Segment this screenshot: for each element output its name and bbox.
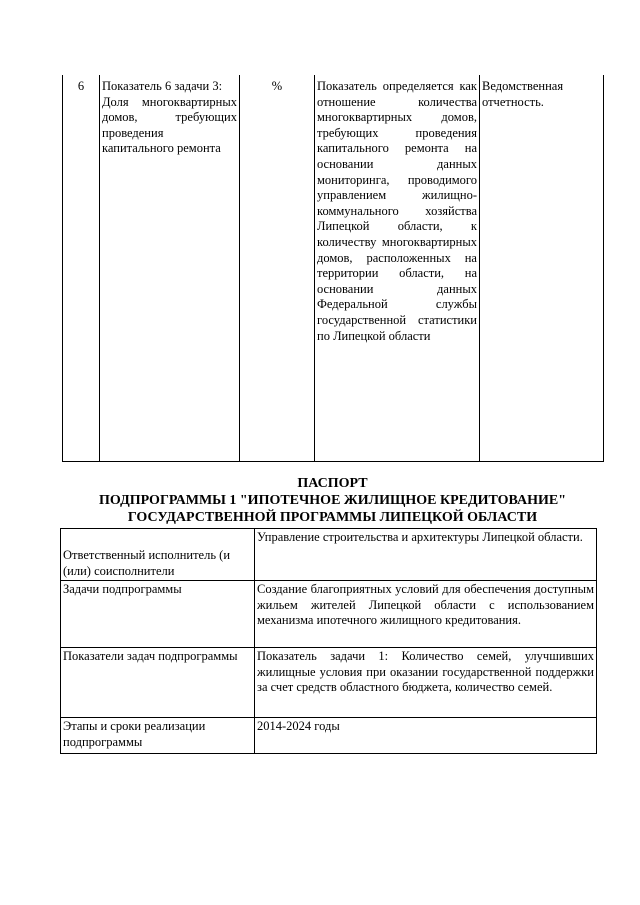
table-row bbox=[61, 529, 597, 581]
row-label-tasks: Задачи подпрограммы bbox=[61, 581, 255, 648]
table-row bbox=[61, 648, 597, 718]
row-label-stages: Этапы и сроки реализации подпрограммы bbox=[61, 718, 255, 754]
row-number: 6 bbox=[63, 75, 100, 461]
indicator-method: Показатель определяется как отношение количества многоквартирных домов, требующих проведения капитального ремонта на основании данных мониторинга, проводимого управлением жилищно-коммунального хозяйства Липецкой области, к количеству многоквартирных домов, расположенных на территории области, на основании данных Федеральной службы государственной статистики по Липецкой области bbox=[315, 75, 480, 461]
row-label-executor: Ответственный исполнитель (и (или) соисполнители bbox=[61, 529, 255, 581]
table-row bbox=[61, 581, 597, 648]
indicator-name: Показатель 6 задачи 3: Доля многоквартирных домов, требующих проведения капитального ремонта bbox=[100, 75, 240, 461]
row-label-indicators: Показатели задач подпрограммы bbox=[61, 648, 255, 718]
table-row bbox=[63, 75, 604, 461]
passport-program-heading: ГОСУДАРСТВЕННОЙ ПРОГРАММЫ ЛИПЕЦКОЙ ОБЛАСТИ bbox=[127, 510, 538, 525]
row-value-stages: 2014-2024 годы bbox=[255, 718, 597, 754]
indicator-source: Ведомственная отчетность. bbox=[480, 75, 604, 461]
row-value-indicators: Показатель задачи 1: Количество семей, улучшивших жилищные условия при оказании государственной поддержки за счет средств областного бюджета, количество семей. bbox=[255, 648, 597, 718]
passport-subheading: ПОДПРОГРАММЫ 1 "ИПОТЕЧНОЕ ЖИЛИЩНОЕ КРЕДИТОВАНИЕ" bbox=[98, 493, 567, 508]
row-value-tasks: Создание благоприятных условий для обеспечения доступным жильем жителей Липецкой области с использованием механизма ипотечного жилищного кредитования. bbox=[255, 581, 597, 648]
row-value-executor: Управление строительства и архитектуры Липецкой области. bbox=[255, 529, 597, 581]
indicator-unit: % bbox=[240, 75, 315, 461]
table-row bbox=[61, 718, 597, 754]
passport-table bbox=[60, 528, 597, 754]
passport-heading: ПАСПОРТ bbox=[297, 476, 368, 491]
indicator-table bbox=[62, 75, 604, 462]
